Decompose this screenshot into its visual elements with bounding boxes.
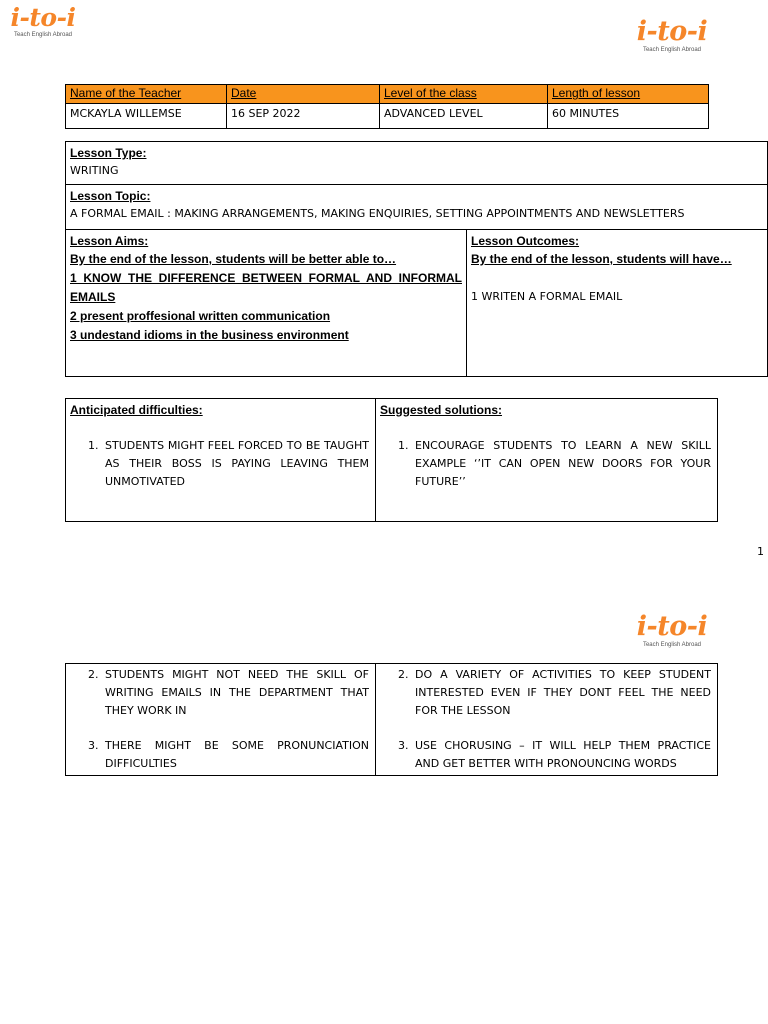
header-teacher-name: Name of the Teacher: [66, 85, 227, 104]
lesson-aims-outcomes-row: [66, 230, 768, 377]
difficulties-cell: [66, 664, 376, 776]
difficulties-header: Anticipated difficulties:: [70, 403, 203, 417]
list-number: 3.: [88, 739, 99, 752]
logo-tagline: Teach English Abroad: [13, 32, 73, 38]
lesson-topic-row: [66, 185, 768, 230]
difficulty-text: THERE MIGHT BE SOME PRONUNCIATION DIFFICULTIES: [105, 739, 369, 770]
lesson-outcomes-cell: [467, 230, 768, 377]
lesson-topic-label: Lesson Topic:: [70, 189, 151, 203]
header-level: Level of the class: [380, 85, 548, 104]
list-number: 2.: [88, 668, 99, 681]
solution-text: DO A VARIETY OF ACTIVITIES TO KEEP STUDENT INTERESTED EVEN IF THEY DONT FEEL THE NEED FOR THE LESSON: [415, 668, 711, 717]
logo-mark: i-to-i: [636, 16, 708, 47]
lesson-table: [65, 141, 768, 377]
solutions-cell: [376, 399, 718, 522]
list-number: 1.: [88, 439, 99, 452]
header-length: Length of lesson: [548, 85, 709, 104]
value-level: ADVANCED LEVEL: [380, 104, 548, 129]
difficulty-text: STUDENTS MIGHT NOT NEED THE SKILL OF WRITING EMAILS IN THE DEPARTMENT THAT THEY WORK IN: [105, 668, 369, 717]
lesson-type-label: Lesson Type:: [70, 146, 147, 160]
solution-text: USE CHORUSING – IT WILL HELP THEM PRACTICE AND GET BETTER WITH PRONOUNCING WORDS: [415, 739, 711, 770]
difficulties-list: [70, 666, 369, 773]
list-item: [380, 437, 711, 491]
solutions-cell: [376, 664, 718, 776]
logo-mark: i-to-i: [10, 3, 76, 32]
difficulties-list: [70, 437, 369, 491]
list-number: 1.: [398, 439, 409, 452]
brand-logo-page2: [630, 612, 714, 649]
difficulties-row-1: [66, 399, 718, 522]
teacher-info-value-row: [66, 104, 709, 129]
brand-logo: [4, 4, 82, 39]
lesson-aim-3: 3 undestand idioms in the business environment: [70, 328, 349, 342]
value-length: 60 MINUTES: [548, 104, 709, 129]
lesson-aims-label: Lesson Aims:: [70, 234, 149, 248]
page-number: 1: [757, 545, 764, 558]
logo-tagline: Teach English Abroad: [642, 47, 702, 53]
lesson-outcome-1: 1 WRITEN A FORMAL EMAIL: [471, 290, 623, 303]
lesson-outcomes-label: Lesson Outcomes:: [471, 234, 580, 248]
lesson-aims-intro: By the end of the lesson, students will be better able to…: [70, 252, 397, 266]
solutions-list: [380, 666, 711, 773]
teacher-info-header-row: [66, 85, 709, 104]
solutions-header: Suggested solutions:: [380, 403, 503, 417]
solutions-list: [380, 437, 711, 491]
brand-logo-right: [630, 17, 714, 54]
list-number: 3.: [398, 739, 409, 752]
difficulties-table: [65, 398, 718, 522]
difficulties-table-continued: [65, 663, 718, 776]
lesson-outcomes-intro: By the end of the lesson, students will have…: [471, 252, 732, 266]
difficulties-row-2: [66, 664, 718, 776]
list-item: [380, 737, 711, 773]
logo-tagline: Teach English Abroad: [642, 642, 702, 648]
difficulty-text: STUDENTS MIGHT FEEL FORCED TO BE TAUGHT AS THEIR BOSS IS PAYING LEAVING THEM UNMOTIVATED: [105, 439, 369, 488]
lesson-type-row: [66, 142, 768, 185]
lesson-type-value: WRITING: [70, 164, 119, 177]
logo-mark: i-to-i: [636, 611, 708, 642]
lesson-topic-value: A FORMAL EMAIL : MAKING ARRANGEMENTS, MAKING ENQUIRIES, SETTING APPOINTMENTS AND NEWSLETTERS: [70, 207, 685, 220]
lesson-aim-2: 2 present proffesional written communication: [70, 309, 331, 323]
difficulties-cell: [66, 399, 376, 522]
list-item: [380, 666, 711, 720]
lesson-aims-cell: [66, 230, 467, 377]
solution-text: ENCOURAGE STUDENTS TO LEARN A NEW SKILL EXAMPLE ‘’IT CAN OPEN NEW DOORS FOR YOUR FUTURE’’: [415, 439, 711, 488]
value-teacher-name: MCKAYLA WILLEMSE: [66, 104, 227, 129]
teacher-info-table: [65, 84, 709, 129]
header-date: Date: [227, 85, 380, 104]
list-number: 2.: [398, 668, 409, 681]
list-item: [70, 737, 369, 773]
value-date: 16 SEP 2022: [227, 104, 380, 129]
list-item: [70, 437, 369, 491]
lesson-aim-1: 1 KNOW THE DIFFERENCE BETWEEN FORMAL AND INFORMAL EMAILS: [70, 271, 462, 304]
list-item: [70, 666, 369, 720]
